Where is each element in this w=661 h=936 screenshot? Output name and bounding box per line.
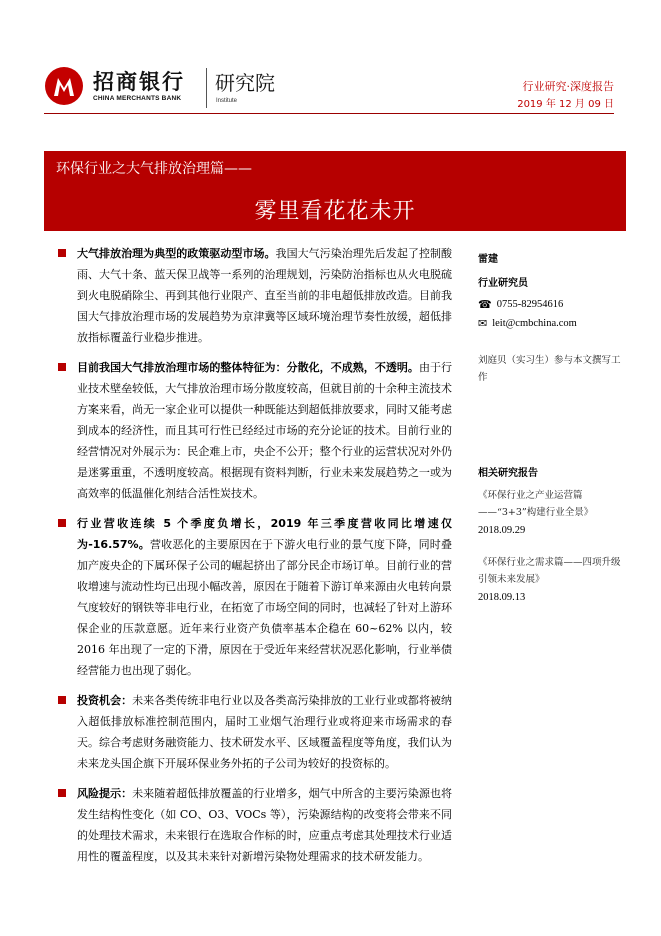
paragraph-text: 未来随着超低排放覆盖的行业增多，烟气中所含的主要污染源也将发生结构性变化（如 CO、O3、VOCs 等），污染源结构的改变将会带来不同的处理技术需求，未来银行在选取合作标的时，应重点考虑其处理技术行业适用性的覆盖程度，以及其未来针对新增污染物处理需求的技术研发能力。 — [77, 787, 453, 863]
bullet-square — [58, 696, 66, 704]
institute-name-en: Institute — [216, 98, 238, 104]
paragraph-lead: 大气排放治理为典型的政策驱动型市场。 — [77, 247, 276, 260]
summary-body — [55, 243, 452, 876]
brand-divider — [206, 68, 207, 108]
related-report-title[interactable]: 《环保行业之产业运营篇——“3+3”构建行业全景》 — [478, 490, 594, 518]
paragraph-lead: 风险提示： — [77, 787, 133, 800]
analyst-role: 行业研究员 — [478, 278, 528, 289]
bullet-square — [58, 249, 66, 257]
related-report-date: 2018.09.29 — [478, 525, 526, 536]
analyst-panel — [478, 250, 628, 386]
title-banner — [44, 151, 626, 231]
bank-name-cn: 招商银行 — [93, 70, 185, 94]
header-rule — [44, 113, 614, 114]
paragraph-text: 由于行业技术壁垒较低，大气排放治理市场分散度较高，但就目前的十余种主流技术方案来看，尚无一家企业可以提供一种既能达到超低排放要求，同时又能考虑到成本的经济性，而且其可行性已经经过市场的充分论证的技术。目前行业的经营情况对外展示为：民企难上市，央企不公开；整个行业的运营状况对外仍是迷雾重重，不透明度较高。根据现有资料判断，行业未来发展趋势之一或为高效率的低温催化剂结合活性炭技术。 — [77, 361, 452, 500]
bullet-square — [58, 363, 66, 371]
bank-name-en: CHINA MERCHANTS BANK — [93, 95, 182, 102]
summary-paragraph — [55, 243, 452, 348]
contributor-note: 刘庭贝（实习生）参与本文撰写工作 — [478, 355, 621, 383]
phone-number: 0755-82954616 — [496, 299, 564, 310]
paragraph-lead: 行业营收连续 5 个季度负增长，2019 年三季度营收同比增速仅为-16.57%。 — [77, 517, 452, 551]
bullet-square — [58, 789, 66, 797]
related-reports — [478, 464, 628, 603]
report-type: 行业研究·深度报告 — [522, 80, 614, 93]
summary-paragraph — [55, 783, 452, 867]
paragraph-lead: 投资机会： — [77, 694, 133, 707]
report-date: 2019 年 12 月 09 日 — [517, 99, 614, 110]
summary-paragraph — [55, 357, 452, 504]
paragraph-text: 营收恶化的主要原因在于下游火电行业的景气度下降，同时叠加产废央企的下属环保子公司的崛起挤出了部分民企市场订单。目前行业的营收增速与流动性均已出现小幅改善，原因在于随着下游订单来源由火电转向景气度较好的钢铁等非电行业，在拓宽了市场空间的同时，也减轻了针对上游环保企业的压款意愿。近年来行业资产负债率基本企稳在 60~62% 以内，较 2016 年出现了一定的下滑，原因在于受近年来经营状况恶化影响，行业举债经营能力也出现了弱化。 — [77, 538, 452, 677]
bank-logo — [44, 66, 84, 106]
related-report-date: 2018.09.13 — [478, 592, 526, 603]
institute-name-cn: 研究院 — [215, 71, 275, 95]
analyst-name: 雷建 — [478, 254, 498, 265]
summary-paragraph — [55, 513, 452, 681]
related-title: 相关研究报告 — [478, 468, 538, 479]
phone-icon: ☎ — [478, 298, 492, 311]
bullet-square — [58, 519, 66, 527]
paragraph-lead: 目前我国大气排放治理市场的整体特征为：分散化，不成熟，不透明。 — [77, 361, 419, 374]
related-report-title[interactable]: 《环保行业之需求篇——四项升级引领未来发展》 — [478, 557, 621, 585]
email-address[interactable]: leit@cmbchina.com — [492, 318, 577, 329]
email-row — [478, 317, 628, 330]
phone-row — [478, 298, 628, 311]
series-title: 环保行业之大气排放治理篇—— — [56, 161, 252, 177]
paragraph-text: 未来各类传统非电行业以及各类高污染排放的工业行业或都将被纳入超低排放标准控制范围内，届时工业烟气治理行业或将迎来市场需求的春天。综合考虑财务融资能力、技术研发水平、区域覆盖程度等角度，我们认为未来龙头国企旗下开展环保业务外拓的子公司为较好的投资标的。 — [77, 694, 453, 770]
paragraph-text: 我国大气污染治理先后发起了控制酸雨、大气十条、蓝天保卫战等一系列的治理规划，污染防治指标也从火电脱硫到火电脱硝除尘、再到其他行业限产、直至当前的非电超低排放改造。目前我国大气排放治理市场的发展趋势为京津冀等区域环境治理节奏性放缓，超低排放指标覆盖行业稳步推进。 — [77, 247, 453, 344]
report-title: 雾里看花花未开 — [254, 199, 416, 224]
mail-icon: ✉ — [478, 317, 488, 330]
summary-paragraph — [55, 690, 452, 774]
